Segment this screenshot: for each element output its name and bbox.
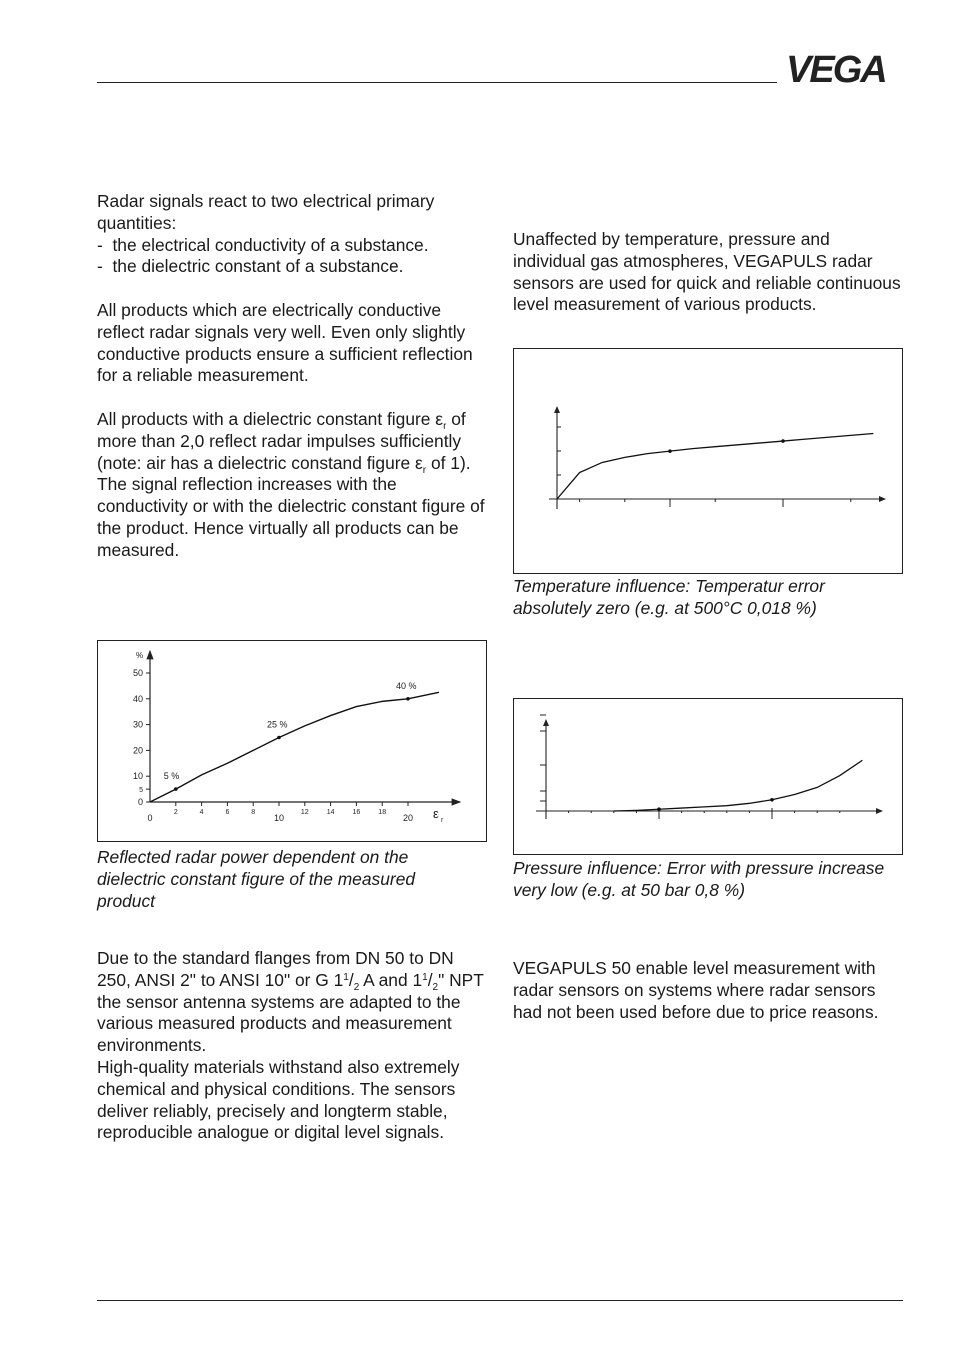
unaffected-paragraph: Unaffected by temperature, pressure and individual gas atmospheres, VEGAPULS radar sensors are used for quick and reliable continuous level measurement of various products. [513, 229, 901, 315]
x-tick-label: 10 [273, 813, 285, 823]
data-series-line [557, 433, 873, 499]
caption-dielectric: Reflected radar power dependent on the dielectric constant figure of the measured product [97, 847, 416, 911]
x-tick-label: 2 [173, 809, 178, 816]
x-tick-label: 14 [326, 809, 335, 816]
data-series-line [614, 760, 863, 811]
dielectric-paragraph: All products with a dielectric constant figure $\varepsilon_r$ of more than 2,0 reflect radar impulses sufficiently (note: air has a dielectric constand figure $\varepsilon_r$ of 1). [97, 408, 471, 476]
data-point [277, 736, 281, 740]
y-tick-label: 50 [132, 668, 143, 678]
data-label: 5 % [163, 771, 180, 782]
y-axis-arrow [554, 406, 560, 413]
header-rule [97, 82, 777, 83]
data-label: 25 % [267, 719, 288, 730]
x-axis-label: ε [433, 806, 439, 821]
data-point [657, 807, 661, 811]
x-tick-label: 18 [378, 809, 387, 816]
y-tick-label: 40 [132, 693, 143, 704]
materials-paragraph: High-quality materials withstand also extremely chemical and physical conditions. The sensors deliver reliably, precisely and longterm stable, reproducible analogue or digital level signals. [97, 1056, 460, 1143]
x-tick-label: 12 [300, 809, 309, 816]
bullet-item: - the dielectric constant of a substance. [97, 256, 404, 277]
data-series-line [150, 692, 439, 802]
x-axis-label-sub: r [441, 817, 444, 824]
y-axis-label: % [136, 651, 144, 660]
x-tick-label: 8 [251, 809, 256, 816]
y-tick-label: 5 [139, 787, 143, 795]
x-tick-label: 0 [147, 813, 153, 823]
temperature-chart-frame [513, 348, 903, 574]
data-point [668, 449, 672, 453]
data-point [770, 798, 774, 802]
y-tick-label: 0 [137, 797, 143, 807]
x-tick-label: 20 [402, 813, 414, 823]
svg-text:VEGA: VEGA [786, 52, 886, 86]
x-tick-label: 4 [199, 809, 204, 816]
caption-temperature: Temperature influence: Temperatur error absolutely zero (e.g. at 500°C 0,018 %) [513, 576, 825, 618]
dielectric-chart [98, 641, 488, 843]
x-axis-arrow [876, 808, 883, 814]
intro-text: Radar signals react to two electrical primary quantities: [97, 191, 435, 233]
data-point [781, 439, 785, 443]
bullet-item: - the electrical conductivity of a substance. [97, 234, 429, 255]
left-column [97, 191, 487, 562]
temperature-chart [514, 349, 904, 575]
vega-logo [786, 52, 904, 86]
x-axis-arrow [879, 496, 886, 502]
data-point [406, 697, 410, 701]
data-point [174, 787, 178, 791]
x-tick-label: 16 [352, 809, 361, 816]
x-tick-label: 6 [225, 809, 230, 816]
pressure-chart-frame [513, 698, 903, 855]
pressure-chart [514, 699, 904, 856]
y-tick-label: 10 [132, 771, 143, 782]
flange-text: Due to the standard flanges from DN 50 to DN 250, ANSI 2" to ANSI 10" or G $1^1/_2$ A and $1^1/_2$" NPT the sensor antenna systems are adapted to the various measured products and measurement environments. High-quality materials withstand also extremely chemical and physical conditions. The sensors deliver reliably, precisely and longterm stable, reproducible analogue or digital level signals. [97, 948, 487, 1144]
y-tick-label: 20 [132, 745, 143, 756]
reflection-paragraph: The signal reflection increases with the conductivity or with the dielectric constant figure of the product. Hence virtually all products can be measured. [97, 474, 485, 560]
y-tick-label: 30 [132, 719, 143, 730]
dielectric-chart-frame [97, 640, 487, 842]
conductive-paragraph: All products which are electrically conductive reflect radar signals very well. Even only slightly conductive products ensure a sufficient reflection for a reliable measurement. [97, 299, 473, 386]
data-label: 40 % [396, 680, 417, 691]
footer-rule [97, 1300, 903, 1301]
vegapuls-paragraph: VEGAPULS 50 enable level measurement with radar sensors on systems where radar sensors had not been used before due to price reasons. [513, 958, 879, 1022]
caption-pressure: Pressure influence: Error with pressure increase very low (e.g. at 50 bar 0,8 %) [513, 858, 885, 900]
y-axis-arrow [543, 719, 549, 726]
